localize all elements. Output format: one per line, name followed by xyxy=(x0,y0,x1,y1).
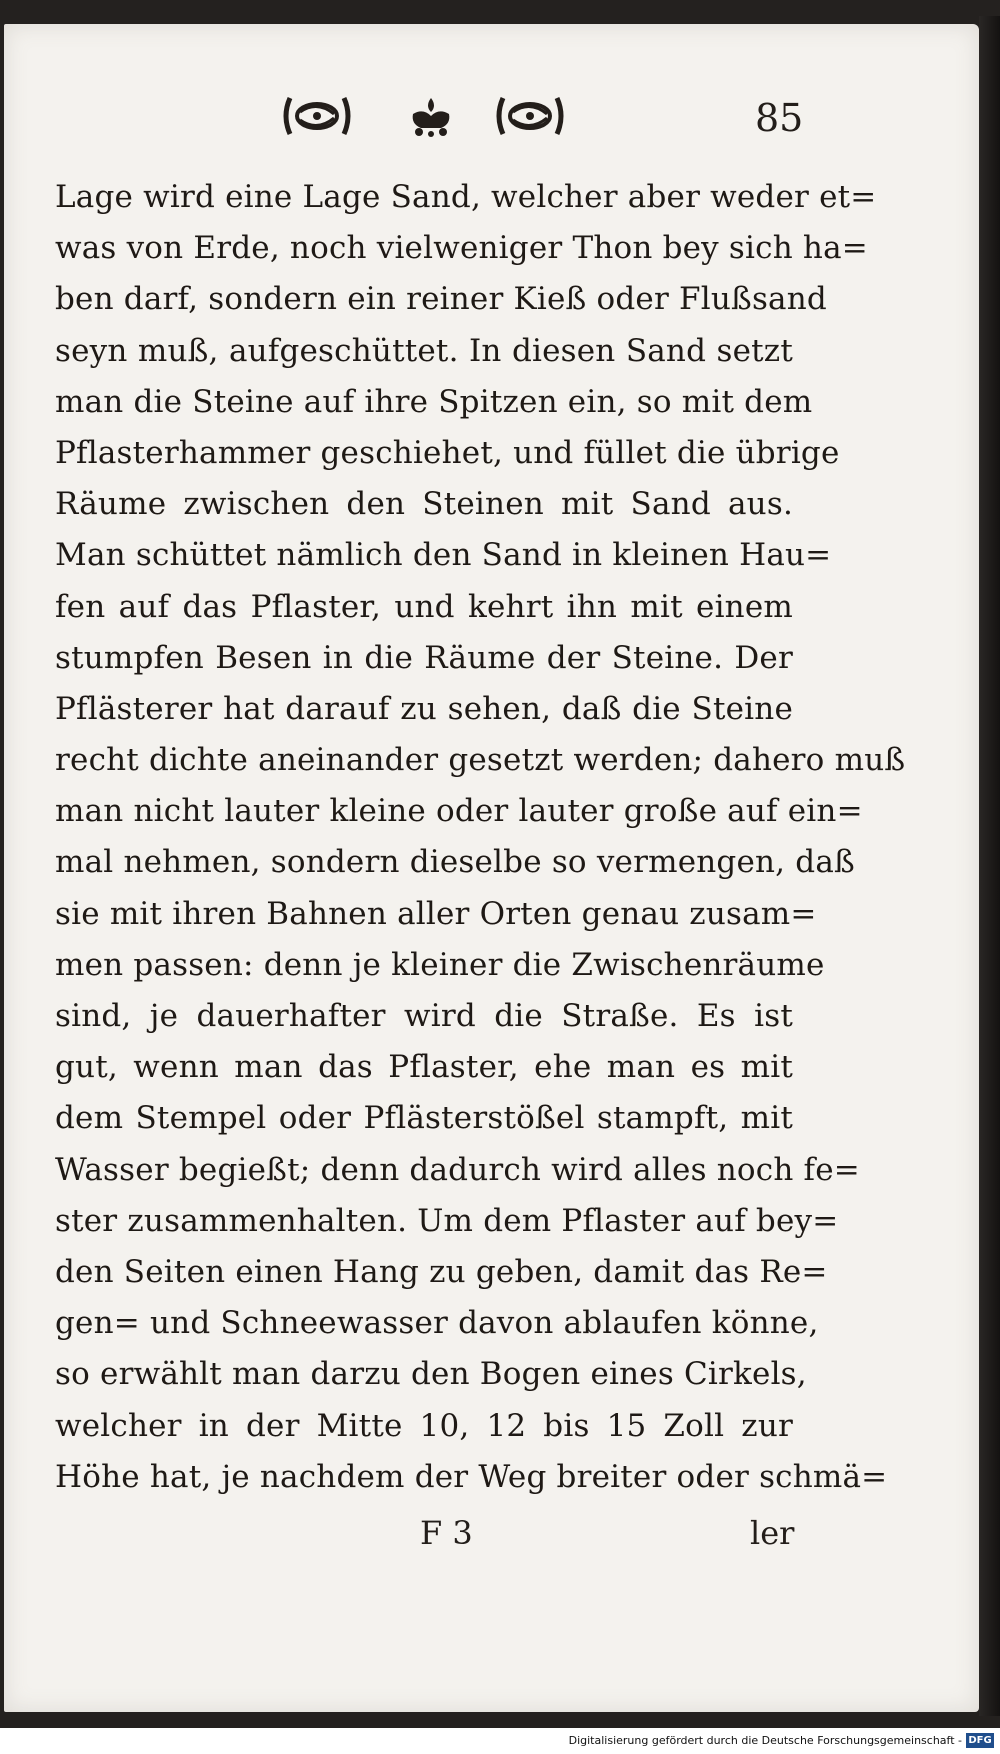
text-line: man nicht lauter kleine oder lauter große auf ein= xyxy=(55,793,863,830)
page-edge-shadow xyxy=(979,16,1000,1716)
dfg-logo-icon: DFG xyxy=(966,1733,994,1748)
text-line: Pflasterhammer geschiehet, und füllet die übrige xyxy=(55,434,840,471)
text-line: gen= und Schneewasser davon ablaufen könne, xyxy=(55,1305,819,1342)
catchword: ler xyxy=(750,1514,795,1552)
text-line: Wasser begießt; denn dadurch wird alles noch fe= xyxy=(55,1151,860,1188)
text-line: recht dichte aneinander gesetzt werden; dahero muß xyxy=(55,742,906,779)
text-line: dem Stempel oder Pflästerstößel stampft, mit xyxy=(55,1100,793,1137)
header-ornaments xyxy=(280,92,800,152)
text-line: men passen: denn je kleiner die Zwischenräume xyxy=(55,946,825,983)
text-line: Man schüttet nämlich den Sand in kleinen Hau= xyxy=(55,537,832,574)
text-line: seyn muß, aufgeschüttet. In diesen Sand setzt xyxy=(55,332,793,369)
text-line: ben darf, sondern ein reiner Kieß oder Flußsand xyxy=(55,281,827,318)
text-line: fen auf das Pflaster, und kehrt ihn mit einem xyxy=(55,588,793,625)
text-line: Lage wird eine Lage Sand, welcher aber weder et= xyxy=(55,179,877,215)
text-line: Pflästerer hat darauf zu sehen, daß die Steine xyxy=(55,690,793,727)
ornament-right-icon xyxy=(493,92,567,140)
signature-mark: F 3 xyxy=(420,1514,473,1552)
text-line: sind, je dauerhafter wird die Straße. Es ist xyxy=(55,998,793,1034)
text-line: Höhe hat, je nachdem der Weg breiter oder schmä= xyxy=(55,1458,888,1495)
text-line: stumpfen Besen in die Räume der Steine. Der xyxy=(55,639,793,676)
text-line: Räume zwischen den Steinen mit Sand aus. xyxy=(55,486,793,523)
text-line: man die Steine auf ihre Spitzen ein, so mit dem xyxy=(55,383,813,420)
text-line: gut, wenn man das Pflaster, ehe man es mit xyxy=(55,1049,793,1086)
text-line: welcher in der Mitte 10, 12 bis 15 Zoll zur xyxy=(55,1407,793,1444)
text-line: ster zusammenhalten. Um dem Pflaster auf bey= xyxy=(55,1202,839,1239)
text-line: was von Erde, noch vielweniger Thon bey sich ha= xyxy=(55,230,868,267)
scan-credit-text: Digitalisierung gefördert durch die Deutsche Forschungsgemeinschaft - xyxy=(568,1734,962,1747)
text-line: so erwählt man darzu den Bogen eines Cirkels, xyxy=(55,1356,807,1393)
ornament-left-icon xyxy=(280,92,354,140)
page-number: 85 xyxy=(755,96,804,140)
body-text xyxy=(55,172,906,1503)
text-line: mal nehmen, sondern dieselbe so vermengen, daß xyxy=(55,844,855,881)
ornament-center-icon xyxy=(405,92,457,140)
text-line: sie mit ihren Bahnen aller Orten genau zusam= xyxy=(55,895,817,932)
text-line: den Seiten einen Hang zu geben, damit das Re= xyxy=(55,1253,828,1290)
